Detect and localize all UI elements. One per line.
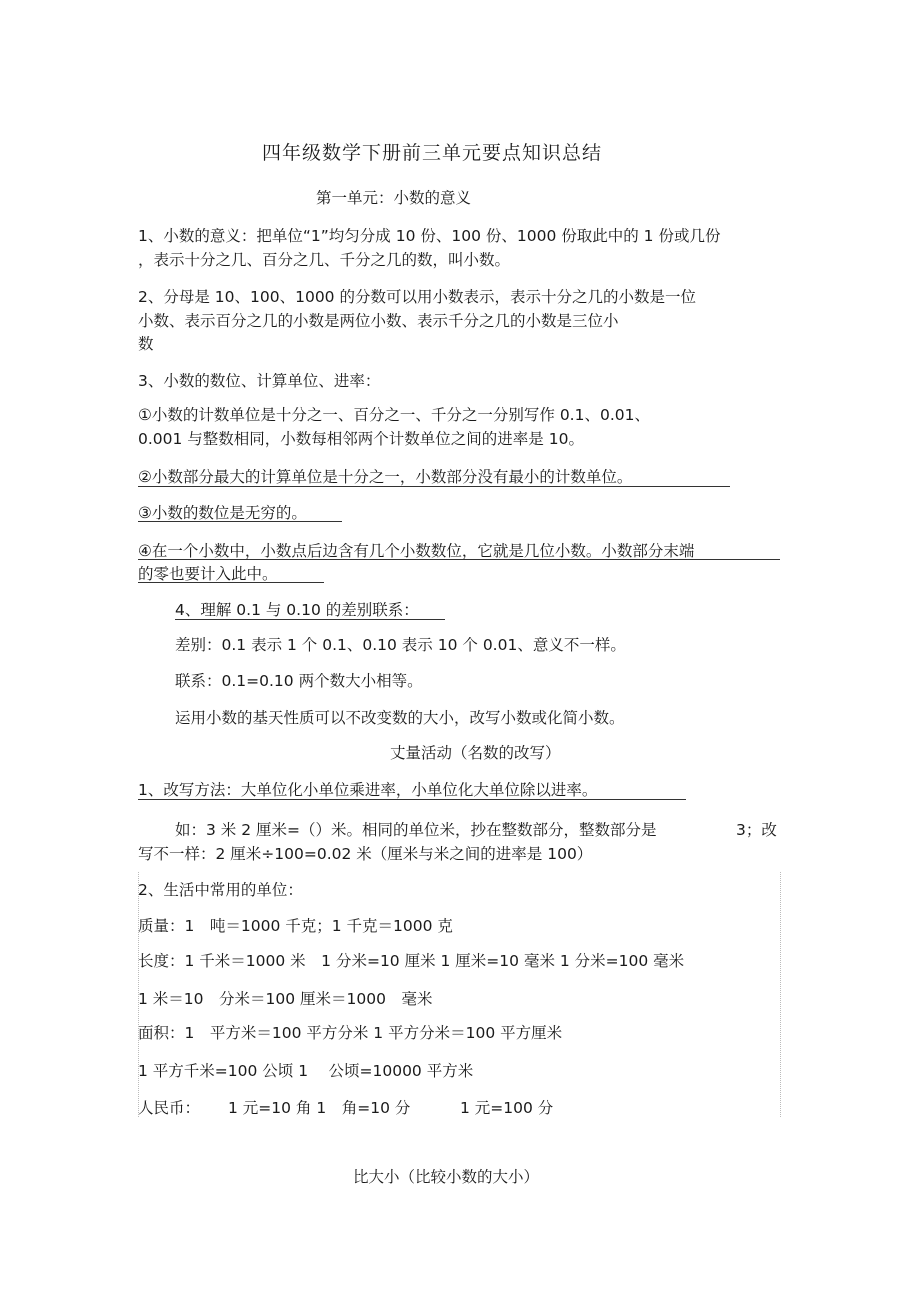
property-text: 运用小数的基天性质可以不改变数的大小，改写小数或化简小数。 [175, 709, 625, 727]
units-box-left-border [138, 872, 139, 1117]
point2-line3: 数 [138, 335, 154, 353]
example-line2: 写不一样：2 厘米÷100=0.02 米（厘米与米之间的进率是 100） [138, 845, 593, 863]
difference-text: 差别：0.1 表示 1 个 0.1、0.10 表示 10 个 0.01、意义不一样。 [175, 636, 626, 654]
units-box-right-border [780, 872, 781, 1117]
money-units-2: 1 元=100 分 [460, 1099, 554, 1117]
circle4-underline2 [138, 582, 324, 583]
length-units-1: 长度：1 千米＝1000 米 1 分米=10 厘米 1 厘米=10 毫米 1 分米=100 毫米 [138, 952, 685, 970]
money-units-1: 1 元=10 角 1 角=10 分 [228, 1099, 411, 1117]
area-units-1: 面积：1 平方米＝100 平方分米 1 平方分米＝100 平方厘米 [138, 1024, 563, 1042]
circle3-text: ③小数的数位是无穷的。 [138, 504, 307, 522]
compare-heading: 比大小（比较小数的大小） [353, 1168, 540, 1186]
point2-line2: 小数、表示百分之几的小数是两位小数、表示千分之几的小数是三位小 [138, 312, 619, 330]
conversion-method: 1、改写方法：大单位化小单位乘进率，小单位化大单位除以进率。 [138, 781, 598, 799]
measure-heading: 丈量活动（名数的改写） [390, 744, 561, 762]
conversion-underline [138, 799, 686, 800]
point1-line2: ，表示十分之几、百分之几、千分之几的数，叫小数。 [138, 251, 511, 269]
example-line1b: 3；改 [736, 821, 777, 839]
area-units-2: 1 平方千米=100 公顷 1 公顷=10000 平方米 [138, 1062, 474, 1080]
page-title: 四年级数学下册前三单元要点知识总结 [262, 142, 603, 164]
length-units-2: 1 米＝10 分米＝100 厘米＝1000 毫米 [138, 990, 433, 1008]
point3-heading: 3、小数的数位、计算单位、进率： [138, 372, 381, 390]
point2-line1: 2、分母是 10、100、1000 的分数可以用小数表示，表示十分之几的小数是一位 [138, 288, 696, 306]
circle4-line1: ④在一个小数中，小数点后边含有几个小数数位，它就是几位小数。小数部分末端 [138, 542, 695, 560]
point4-heading: 4、理解 0.1 与 0.10 的差别联系： [175, 601, 419, 619]
circle1-line2: 0.001 与整数相同，小数每相邻两个计数单位之间的进率是 10。 [138, 430, 584, 448]
money-label: 人民币： [138, 1099, 201, 1117]
circle3-underline [138, 521, 342, 522]
circle2-underline [138, 486, 730, 487]
mass-units: 质量：1 吨＝1000 千克；1 千克＝1000 克 [138, 917, 453, 935]
circle1-line1: ①小数的计数单位是十分之一、百分之一、千分之一分别写作 0.1、0.01、 [138, 406, 650, 424]
point1-line1: 1、小数的意义：把单位“1”均匀分成 10 份、100 份、1000 份取此中的 1 份或几份 [138, 227, 721, 245]
circle4-line2: 的零也要计入此中。 [138, 565, 278, 583]
unit1-heading: 第一单元：小数的意义 [316, 189, 472, 207]
point4-underline [175, 619, 445, 620]
circle2-text: ②小数部分最大的计算单位是十分之一，小数部分没有最小的计数单位。 [138, 468, 633, 486]
circle4-underline1 [138, 559, 780, 560]
example-line1a: 如：3 米 2 厘米=（）米。相同的单位米，抄在整数部分，整数部分是 [175, 821, 657, 839]
relation-text: 联系：0.1=0.10 两个数大小相等。 [175, 672, 423, 690]
units-heading: 2、生活中常用的单位： [138, 881, 303, 899]
